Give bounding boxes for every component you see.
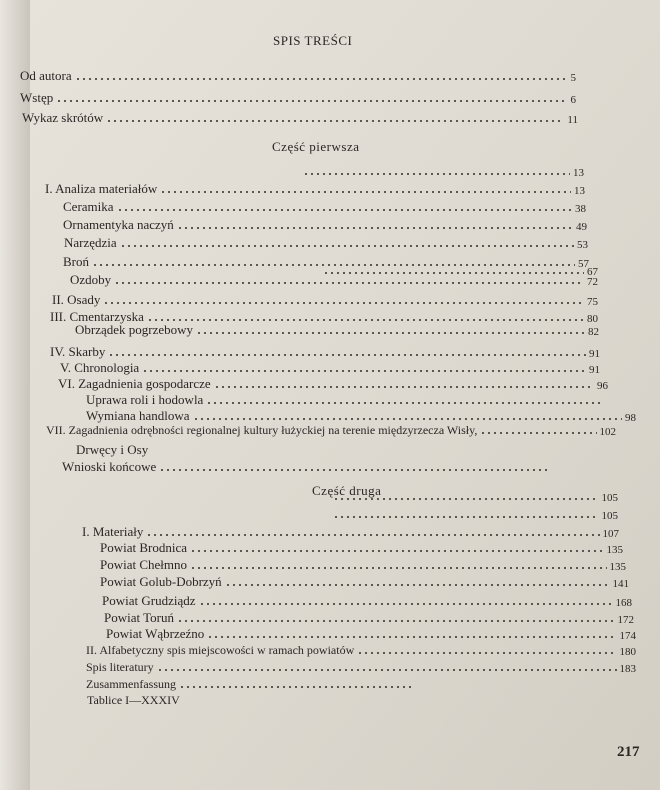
toc-entry-label: Powiat Grudziądz [102,593,196,608]
toc-entry [63,195,586,215]
toc-entry [87,688,217,708]
toc-entry [20,86,576,106]
toc-leader-dots [114,282,584,284]
toc-entry-label: Ornamentyka naczyń [63,217,174,232]
toc-entry-page: 13 [574,185,585,197]
toc-entry-label: Obrządek pogrzebowy [75,322,194,337]
toc-entry [330,502,618,522]
toc-entry-label: IV. Skarby [50,344,106,359]
toc-entry-label: Wstęp [20,90,54,105]
toc-entry-label: Tablice I—XXXIV [87,693,180,707]
toc-leader-dots [357,652,616,654]
toc-entry-page: 105 [601,510,618,522]
toc-entry [46,418,616,438]
toc-entry-page: 98 [625,412,636,424]
toc-leader-dots [106,120,564,122]
toc-entry-label: Powiat Brodnica [100,540,188,555]
toc-entry-label: Ozdoby [70,272,112,287]
toc-entry-label: Uprawa roli i hodowla [86,392,204,407]
toc-entry-page: 172 [617,614,634,626]
toc-leader-dots [160,191,571,193]
toc-entry-page: 91 [589,348,600,360]
toc-leader-dots [199,603,613,605]
toc-leader-dots [157,669,617,671]
toc-entry [75,318,599,338]
toc-entry-page: 183 [619,663,636,675]
toc-entry-page: 53 [577,239,588,251]
toc-entry-page: 5 [570,72,576,84]
page-title: SPIS TREŚCI [273,33,353,48]
toc-entry-label: Powiat Golub-Dobrzyń [100,574,222,589]
toc-entry-page: 80 [587,313,598,325]
toc-entry-page: 72 [587,276,598,288]
toc-leader-dots [333,516,599,518]
toc-entry-page: 6 [570,94,576,106]
toc-entry-label: II. Alfabetyczny spis miejscowości w ramach powiatów [86,643,355,657]
toc-entry-page: 168 [615,597,632,609]
toc-leader-dots [190,550,603,552]
toc-entry-page: 57 [578,258,589,270]
toc-leader-dots [196,332,585,334]
toc-entry [330,484,618,504]
section-heading-part2: Część druga [312,483,382,498]
toc-entry-label: III. Cmentarzyska [50,309,144,324]
toc-leader-dots [190,567,606,569]
toc-entry-label: Ceramika [63,199,114,214]
toc-entry-page: 38 [575,203,586,215]
toc-entry-page: 135 [606,544,623,556]
toc-entry-page: 13 [573,167,584,179]
toc-leader-dots [56,100,567,102]
toc-entry-page: 174 [619,630,636,642]
toc-entry-label: Narzędzia [64,235,117,250]
toc-entry-page: 75 [587,296,598,308]
toc-entry-page: 96 [597,380,608,392]
toc-leader-dots [480,432,596,434]
toc-entry-label: Wykaz skrótów [22,110,104,125]
toc-entry-page: 67 [587,266,598,278]
toc-entry-page: 49 [576,221,587,233]
toc-entry-label: Wymiana handlowa [86,408,190,423]
toc-entry-page: 11 [567,114,578,126]
toc-entry-label: Powiat Wąbrzeźno [106,626,205,641]
toc-entry-label: V. Chronologia [60,360,140,375]
toc-entry [63,213,587,233]
toc-entry [22,106,578,126]
toc-entry-page: 82 [588,326,599,338]
toc-entry-label: Powiat Toruń [104,610,174,625]
toc-entry-label: Powiat Chełmno [100,557,188,572]
toc-leader-dots [225,584,610,586]
toc-entry-label: I. Materiały [82,524,144,539]
toc-entry-page: 91 [589,364,600,376]
toc-leader-dots [103,302,584,304]
toc-entry-page: 105 [601,492,618,504]
toc-entry-label: I. Analiza materiałów [45,181,158,196]
toc-leader-dots [120,245,574,247]
toc-entry-label: Drwęcy i Osy [76,442,149,457]
toc-leader-dots [159,469,549,471]
toc-entry [64,231,588,251]
toc-entry-label: VII. Zagadnienia odrębności regionalnej kultury łużyckiej na terenie międzyrzecza Wisły, [46,423,478,437]
toc-entry [100,570,629,590]
toc-entry-label: Od autora [20,68,72,83]
toc-entry-label: Broń [63,254,89,269]
page-number: 217 [617,744,640,760]
toc-leader-dots [75,78,568,80]
toc-entry [62,455,552,475]
toc-leader-dots [333,498,599,500]
toc-entry [70,268,598,288]
toc-leader-dots [303,173,570,175]
section-heading-part1: Część pierwsza [272,139,360,154]
toc-leader-dots [177,227,573,229]
toc-entry-label: VI. Zagadnienia gospodarcze [58,376,211,391]
toc-entry-page: 107 [602,528,619,540]
toc-entry-label: Wnioski końcowe [62,459,157,474]
toc-entry-page: 102 [599,426,616,438]
toc-entry [20,64,576,84]
toc-entry-page: 135 [609,561,626,573]
toc-entry [300,159,584,179]
toc-leader-dots [117,209,572,211]
toc-entry [45,177,585,197]
toc-entry-label: Spis literatury [86,660,154,674]
toc-entry-page: 141 [612,578,629,590]
toc-entry-label: Zusammenfassung [86,677,176,691]
toc-entry-label: II. Osady [52,292,101,307]
toc-entry-page: 180 [619,646,636,658]
